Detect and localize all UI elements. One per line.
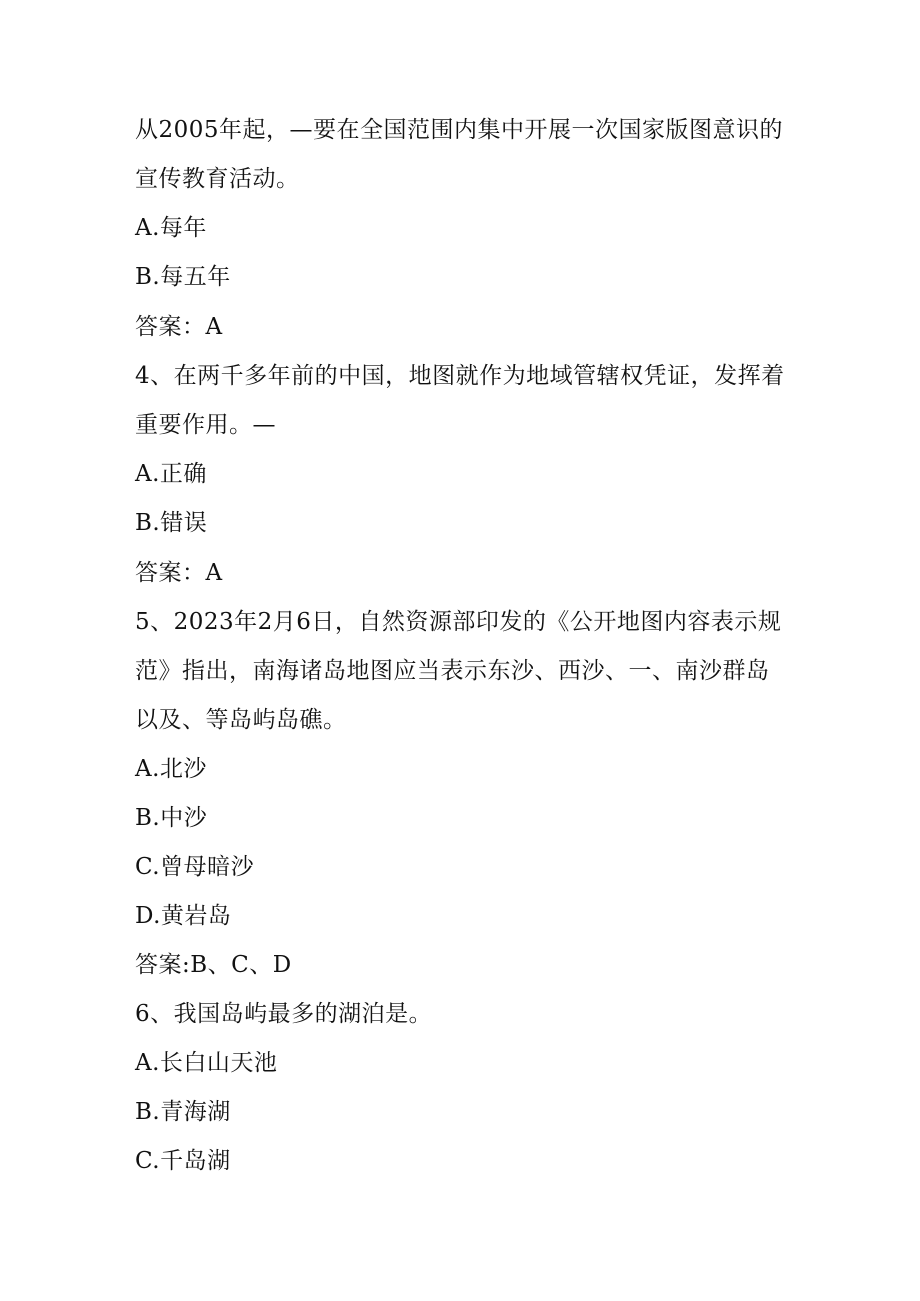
question-5-option-a: A.北沙 <box>135 756 207 782</box>
question-6-option-a: A.长白山天池 <box>135 1050 278 1076</box>
question-5-option-b: B.中沙 <box>135 805 208 831</box>
question-3-option-b: B.每五年 <box>135 264 231 290</box>
question-6-option-c: C.千岛湖 <box>135 1148 231 1174</box>
question-4-answer: 答案：A <box>135 560 223 586</box>
question-5-answer: 答案:B、C、D <box>135 952 292 978</box>
question-5-stem-line-3: 以及、等岛屿岛礁。 <box>135 707 347 733</box>
question-6-option-b: B.青海湖 <box>135 1099 231 1125</box>
question-3-option-a: A.每年 <box>135 215 207 241</box>
question-3-answer: 答案：A <box>135 314 223 340</box>
question-5-option-c: C.曾母暗沙 <box>135 854 255 880</box>
question-3-stem-line-1: 从2005年起，—要在全国范围内集中开展一次国家版图意识的 <box>135 117 784 143</box>
question-4-option-b: B.错误 <box>135 510 208 536</box>
question-4-stem-line-1: 4、在两千多年前的中国，地图就作为地域管辖权凭证，发挥着 <box>135 363 785 389</box>
question-3-stem-line-2: 宣传教育活动。 <box>135 166 300 192</box>
question-4-stem-line-2: 重要作用。— <box>135 412 276 438</box>
question-5-stem-line-1: 5、2023年2月6日，自然资源部印发的《公开地图内容表示规 <box>135 609 782 635</box>
question-4-option-a: A.正确 <box>135 461 207 487</box>
question-5-stem-line-2: 范》指出，南海诸岛地图应当表示东沙、西沙、一、南沙群岛 <box>135 658 770 684</box>
question-6-stem: 6、我国岛屿最多的湖泊是。 <box>135 1001 433 1027</box>
question-5-option-d: D.黄岩岛 <box>135 903 232 929</box>
